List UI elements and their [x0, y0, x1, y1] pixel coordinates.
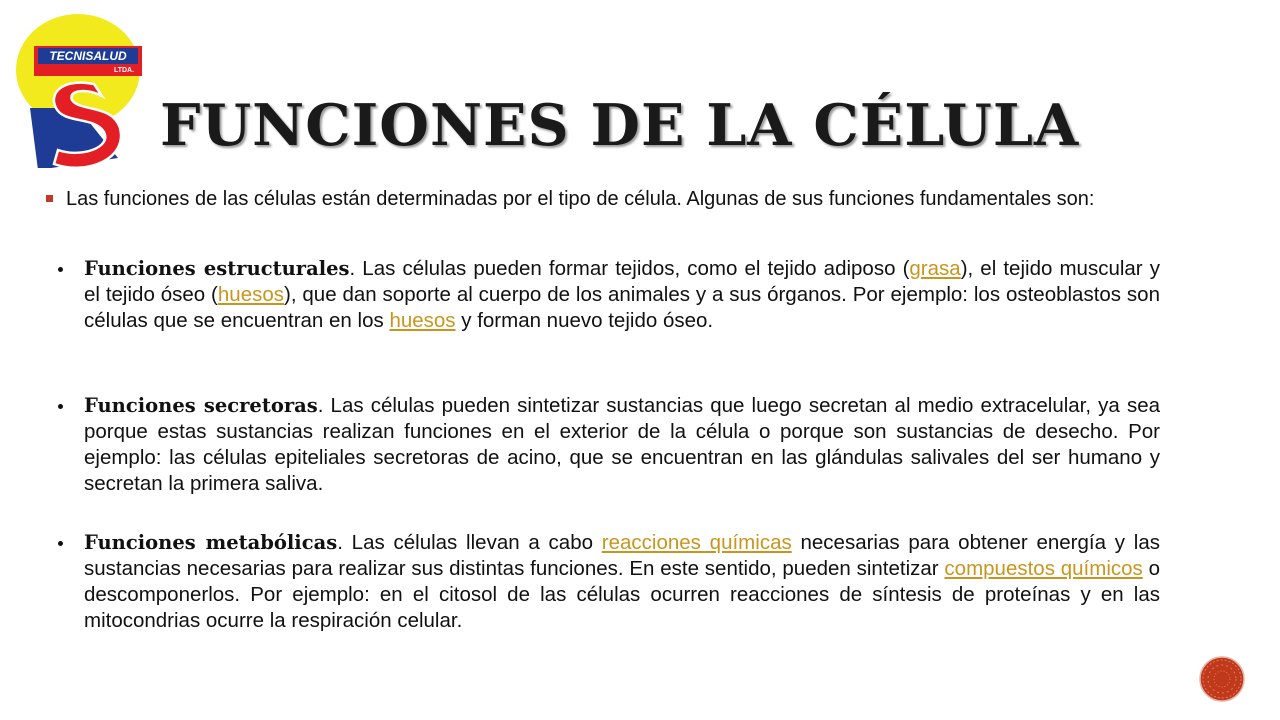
logo-brand-text: TECNISALUD — [49, 49, 127, 63]
link-compuestos-quimicos[interactable]: compuestos químicos — [944, 557, 1143, 580]
link-grasa[interactable]: grasa — [909, 257, 961, 280]
bullet-dot-icon — [58, 267, 63, 272]
item-text: . Las células pueden sintetizar sustancias que luego secretan al medio extracelular, ya sea porque estas sustancias realizan funciones en el exterior de la célula o porque son sustancias de desecho. Por ejemplo: las células epiteliales secretoras de acino, que se encuentran en las glándulas salivales del ser humano y secretan la primera saliva. — [84, 394, 1160, 495]
item-heading: Funciones metabólicas — [84, 531, 338, 554]
link-huesos-2[interactable]: huesos — [389, 309, 456, 332]
item-text: ), que dan soporte al cuerpo de los animales y a sus órganos. Por ejemplo: los osteoblastos son células que se encuentran en los — [84, 283, 1160, 332]
item-text: necesarias para obtener energía y las sustancias necesarias para realizar sus distintas funciones. En este sentido, pueden sintetizar — [84, 531, 1160, 580]
item-heading: Funciones secretoras — [84, 394, 318, 417]
square-bullet-icon — [46, 195, 53, 202]
list-item-secretoras — [84, 393, 1160, 497]
bullet-dot-icon — [58, 404, 63, 409]
slide-nav-button[interactable] — [1198, 655, 1246, 703]
link-huesos[interactable]: huesos — [217, 283, 284, 306]
bullet-dot-icon — [58, 541, 63, 546]
item-text: o descomponerlos. Por ejemplo: en el citosol de las células ocurren reacciones de síntesis de proteínas y en las mitocondrias ocurre la respiración celular. — [84, 557, 1160, 632]
list-item-metabolicas — [84, 530, 1160, 634]
logo-brand-sub: LTDA. — [113, 67, 135, 74]
list-item-estructurales — [84, 256, 1160, 334]
item-text: ), el tejido muscular y el tejido óseo ( — [84, 257, 1160, 306]
slide-title: FUNCIONES DE LA CÉLULA — [160, 92, 1080, 159]
intro-text: Las funciones de las células están determinadas por el tipo de célula. Algunas de sus funciones fundamentales son: — [66, 188, 1095, 210]
item-heading: Funciones estructurales — [84, 257, 350, 280]
link-reacciones-quimicas[interactable]: reacciones químicas — [601, 531, 792, 554]
intro-paragraph — [46, 188, 1166, 210]
item-text: . Las células pueden formar tejidos, como el tejido adiposo ( — [349, 257, 910, 280]
tecnisalud-logo — [8, 8, 158, 168]
item-text: y forman nuevo tejido óseo. — [455, 309, 714, 332]
item-text: . Las células llevan a cabo — [337, 531, 602, 554]
